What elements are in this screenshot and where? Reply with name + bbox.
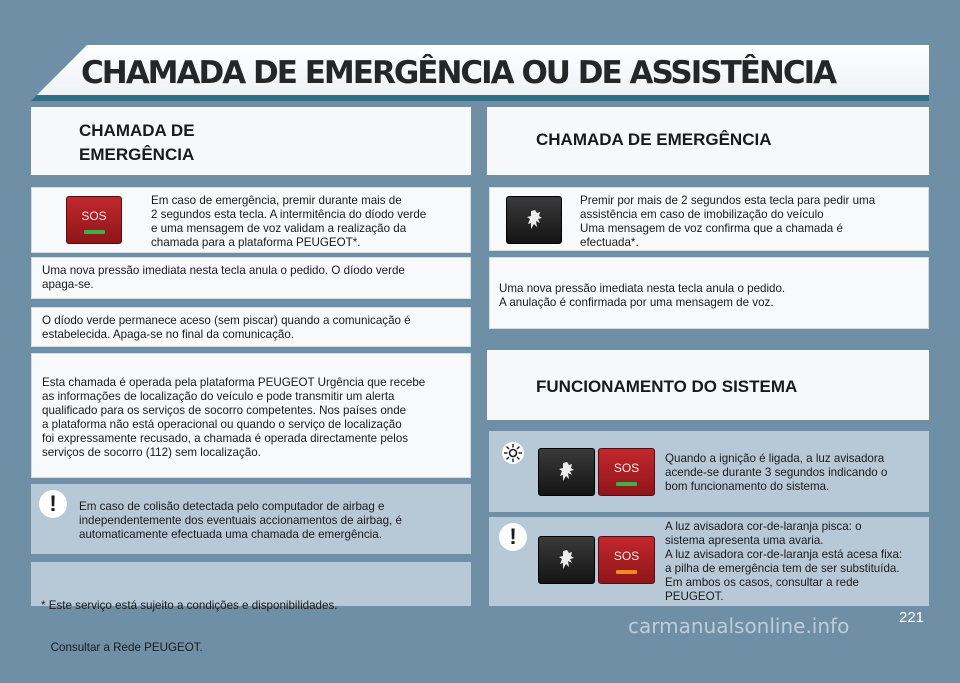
left-heading-line1: CHAMADA DE [79,121,195,140]
text-line: A luz avisadora cor-de-laranja está acesa fixa: [665,548,903,561]
left-box1-text [151,194,469,250]
text-line: Premir por mais de 2 segundos esta tecla para pedir uma [580,194,876,207]
right-box-ignition [489,431,929,512]
text-line: automaticamente efectuada uma chamada de emergência. [79,528,382,541]
right-box4-text [665,520,927,604]
left-heading-panel [31,107,471,175]
text-line: independentemente dos eventuais accionamentos de airbag, é [79,514,402,527]
right-box3-text [665,452,927,494]
page-title: CHAMADA DE EMERGÊNCIA OU DE ASSISTÊNCIA [81,55,836,91]
banner-corner-cut [31,45,87,101]
left-box4-text [42,376,470,460]
text-line: Em ambos os casos, consultar a rede [665,576,859,589]
text-line: foi expressamente recusado, a chamada é operada directamente pelos [42,432,409,445]
left-heading [79,119,195,167]
left-box-platform [31,353,471,478]
text-line: assistência em caso de imobilização do veículo [580,208,824,221]
right-box1-text [580,194,925,250]
assistance-button[interactable] [506,196,562,244]
text-line: Quando a ignição é ligada, a luz avisadora [665,452,885,465]
sos-button-indicator [598,448,655,496]
right-heading2: FUNCIONAMENTO DO SISTEMA [536,377,798,396]
green-led-icon [616,482,637,486]
text-line: efectuada*. [580,236,639,249]
light-on-icon [501,441,525,465]
left-box-led-state [31,307,471,347]
text-line: Uma nova pressão imediata nesta tecla anula o pedido. O díodo verde [42,264,405,277]
text-line: O díodo verde permanece aceso (sem piscar) quando a comunicação é [42,314,411,327]
text-line: a pilha de emergência tem de ser substituída. [665,562,900,575]
text-line: PEUGEOT. [665,590,724,603]
text-line: Esta chamada é operada pela plataforma PEUGEOT Urgência que recebe [42,376,426,389]
text-line: apaga-se. [42,278,94,291]
sos-button-label: SOS [613,549,640,563]
assistance-button-indicator [538,448,595,496]
right-heading-panel [487,107,929,175]
left-box6-text [41,571,466,683]
sos-button[interactable] [66,196,122,244]
text-line: Em caso de emergência, premir durante mais de [151,194,402,207]
text-line: Uma mensagem de voz confirma que a chamada é [580,222,843,235]
text-line: sistema apresenta uma avaria. [665,534,824,547]
left-box5-text [79,500,469,542]
page-number: 221 [899,609,925,626]
text-line: acende-se durante 3 segundos indicando o [665,466,888,479]
watermark: carmanualsonline.info [628,614,850,638]
left-box-collision-warning [31,484,471,554]
text-line: Consultar a Rede PEUGEOT. [41,641,203,654]
peugeot-lion-icon [525,209,545,231]
text-line: Uma nova pressão imediata nesta tecla anula o pedido. [499,282,786,295]
text-line: qualificado para os serviços de socorro competentes. Nos países onde [42,404,407,417]
left-box3-text [42,314,467,342]
text-line: serviços de socorro (112) sem localização. [42,446,261,459]
text-line: Em caso de colisão detectada pelo computador de airbag e [79,500,385,513]
peugeot-lion-icon [557,461,577,483]
right-box2-text [499,282,924,310]
text-line: a plataforma não está operacional ou quando o serviço de localização [42,418,402,431]
text-line: e uma mensagem de voz validam a realização da [151,222,407,235]
right-heading2-panel [487,350,929,420]
warning-icon: ! [499,523,527,551]
text-line: A luz avisadora cor-de-laranja pisca: o [665,520,862,533]
text-line: A anulação é confirmada por uma mensagem de voz. [499,296,774,309]
text-line: estabelecida. Apaga-se no final da comunicação. [42,328,295,341]
right-heading: CHAMADA DE EMERGÊNCIA [536,130,772,149]
sos-button-indicator [598,536,655,584]
left-heading-line2: EMERGÊNCIA [79,145,195,164]
left-box-cancel [31,257,471,299]
right-box-fault [489,517,929,606]
warning-icon: ! [39,490,67,518]
text-line: * Este serviço está sujeito a condições e disponibilidades. [41,599,338,612]
right-box-assistance [489,187,929,251]
text-line: chamada para a plataforma PEUGEOT*. [151,236,361,249]
text-line: 2 segundos esta tecla. A intermitência do díodo verde [151,208,427,221]
orange-led-icon [616,570,637,574]
assistance-button-indicator [538,536,595,584]
left-box2-text [42,264,467,292]
left-box-sos-instructions [31,187,471,253]
text-line: as informações de localização do veículo e pode transmitir um alerta [42,390,395,403]
right-box-cancel [489,257,929,329]
text-line: bom funcionamento do sistema. [665,480,830,493]
left-box-footnote [31,562,471,654]
sos-button-label: SOS [81,209,107,223]
peugeot-lion-icon [557,549,577,571]
title-banner [31,45,929,101]
sos-button-label: SOS [613,461,640,475]
green-led-icon [84,230,105,234]
